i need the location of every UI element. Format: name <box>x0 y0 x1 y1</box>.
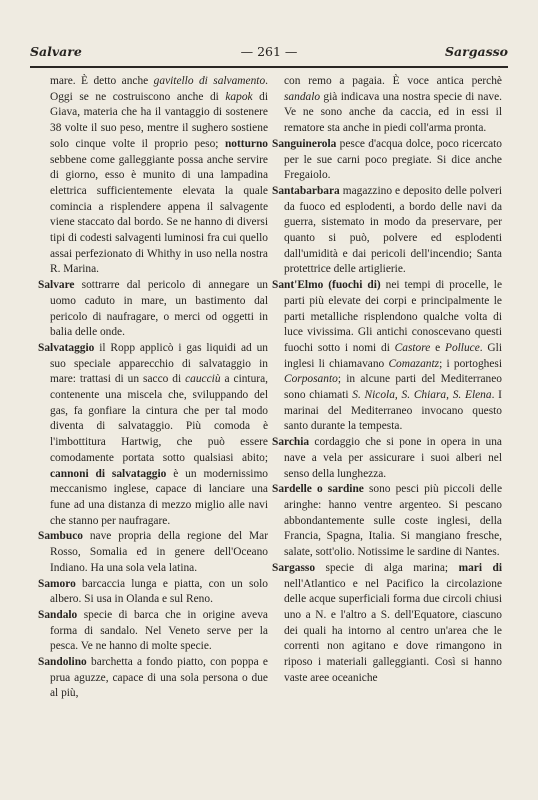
entry-text: barchetta a fondo piatto, con poppa e prua aguzze, capace di una sola persona o due al più, <box>50 656 268 700</box>
header-rule <box>30 66 508 68</box>
italic-term: Polluce <box>444 341 480 354</box>
entry-text: sono pesci più piccoli delle aringhe: hanno ventre argenteo. Si pescano abbondantemente sulle coste inglesi, della Francia, Spagna, Italia. Si mangiano fresche, salate, sott'olio. Notissime le sardine di Nantes. <box>284 483 503 559</box>
entry-text: già indicava una nostra specie di nave. Ve ne sono anche da caccia, ed in essi il rematore sta anche in piedi coll'arma pronta. <box>284 90 502 135</box>
headword: Sarchia <box>272 436 310 449</box>
entry-text: magazzino e deposito delle polveri da fuoco ed esplodenti, a bordo delle navi da guerra, sistemato in modo da preservare, per quanto si può, polvere ed esplodenti dall'umidità e dai pericoli dell'incendio; Santa protettrice delle artiglierie. <box>284 184 502 276</box>
entry-text: sebbene come galleggiante possa anche servire di giorno, esso è munito di una lampadina elettrica sufficientemente elevata la quale comincia a risplendere appena il salvagente viene staccato dal bordo. Se ne hanno di diversi tipi di codesti salvagenti luminosi fra cui quello assai perfezionato di Whithy in uso nella nostra R. Marina. <box>50 153 268 276</box>
headword: Sant'Elmo (fuochi di) <box>272 279 381 292</box>
headword: Salvare <box>38 279 75 292</box>
italic-term: Comazantz <box>388 357 440 370</box>
headword: Sanguinerola <box>272 137 337 150</box>
italic-term: S. Nicola, S. Chiara, S. Elena <box>352 389 492 402</box>
headword: Sardelle o sardine <box>272 483 364 496</box>
entry-text: nei tempi di procelle, le parti più elevate dei corpi e principalmente le parti metalliche risplendono qualche volta di luce vivissima. Gli antichi conoscevano questi fuochi sotto i nomi di <box>284 279 503 354</box>
headword: Sambuco <box>38 530 83 543</box>
entry-text: nell'Atlantico e nel Pacifico la circolazione delle acque superficiali forma due circoli chiusi uno a N. e l'altro a S. dell'Equatore, ciascuno dei quali ha intorno al centro un'area che le correnti non agitano e dove rimangono in riposo i materiali galleggianti. Così si hanno vaste aree oceaniche <box>284 577 502 684</box>
left-column <box>38 74 268 702</box>
entry-text: . Oggi se ne costruiscono anche di <box>50 75 269 103</box>
dictionary-entry <box>38 529 268 576</box>
entry-text: di Giava, materia che ha il vantaggio di sostenere 38 volte il suo peso, mentre il sughero sostiene solo cinque volte il proprio peso; <box>50 90 268 150</box>
entry-text: e <box>430 341 445 354</box>
entry-text: cordaggio che si pone in opera in una nave a vela per assicurare i suoi alberi nel senso della lunghezza. <box>284 436 502 480</box>
headword: Sandolino <box>38 656 87 669</box>
entry-text: ; i portoghesi <box>439 357 502 370</box>
headword: cannoni di salvataggio <box>50 467 167 480</box>
dictionary-entry <box>272 184 502 278</box>
running-header <box>30 44 508 64</box>
dictionary-entry <box>272 435 502 482</box>
headword: Samoro <box>38 577 76 590</box>
entry-text: ; in alcune parti del Mediterraneo sono chiamati <box>284 373 502 402</box>
entry-text: è un modernissimo meccanismo inglese, capace di lanciare una fune ad una distanza di mezzo miglio alle navi che stanno per naufragare. <box>50 467 268 527</box>
entry-text: a cintura, contenente una miscela che, sviluppando del gas, fa gonfiare la cintura che per tal modo diventa di salvataggio. Più comoda è l'imbottitura Hartwig, che può essere comodamente portata sotto qualsiasi abito; <box>50 373 268 464</box>
page-number: — 261 — <box>240 44 298 59</box>
headword: Sargasso <box>272 561 316 574</box>
entry-text: sottrarre dal pericolo di annegare un uomo caduto in mare, un bastimento dal pericolo di naufragare, o merci od oggetti in balia delle onde. <box>50 279 268 339</box>
dictionary-entry <box>38 608 268 655</box>
entry-continuation <box>272 74 502 137</box>
entry-text: pesce d'acqua dolce, poco ricercato per le sue carni poco pregiate. Si dice anche Fregaiolo. <box>284 137 502 182</box>
headword: Sandalo <box>38 608 78 621</box>
entry-text: specie di barca che in origine aveva forma di sandalo. Nel Veneto serve per la pesca. Ve ne hanno di molte specie. <box>50 608 268 653</box>
dictionary-entry <box>38 278 268 341</box>
header-first-entry: Salvare <box>30 44 82 59</box>
dictionary-entry <box>272 561 502 687</box>
right-column <box>272 74 502 686</box>
entry-text: con remo a pagaia. È voce antica perchè <box>284 75 502 87</box>
dictionary-entry <box>272 137 502 184</box>
header-last-entry: Sargasso <box>445 44 508 59</box>
dictionary-entry <box>272 482 502 561</box>
entry-text: . I marinai del Mediterraneo invocano questo santo durante la tempesta. <box>284 389 502 433</box>
dictionary-entry <box>38 577 268 608</box>
headword: Salvataggio <box>38 341 95 354</box>
entry-text: mare. È detto anche <box>50 75 154 87</box>
entry-text: . Gli inglesi li chiamavano <box>284 341 502 370</box>
headword: Santabarbara <box>272 184 340 197</box>
headword: mari di <box>458 561 502 574</box>
italic-term: Corposanto <box>284 373 338 386</box>
entry-text: nave propria della regione del Mar Rosso, Somalia ed in genere dell'Oceano Indiano. Ha una sola vela latina. <box>50 530 268 574</box>
italic-term: kapok <box>225 90 253 103</box>
italic-term: Castore <box>394 341 431 354</box>
italic-term: caucciù <box>185 373 221 386</box>
headword: notturno <box>224 137 268 150</box>
dictionary-entry <box>38 655 268 702</box>
italic-term: sandalo <box>284 90 321 103</box>
entry-continuation <box>38 74 268 278</box>
entry-text: specie di alga marina; <box>315 561 459 574</box>
dictionary-entry <box>272 278 502 435</box>
entry-text: barcaccia lunga e piatta, con un solo albero. Si usa in Olanda e sul Reno. <box>50 577 268 606</box>
entry-text: il Ropp applicò i gas liquidi ad un suo speciale apparecchio di salvataggio in mare: trattasi di un sacco di <box>50 341 268 386</box>
dictionary-entry <box>38 341 268 529</box>
italic-term: gavitello di salvamento <box>153 75 266 87</box>
